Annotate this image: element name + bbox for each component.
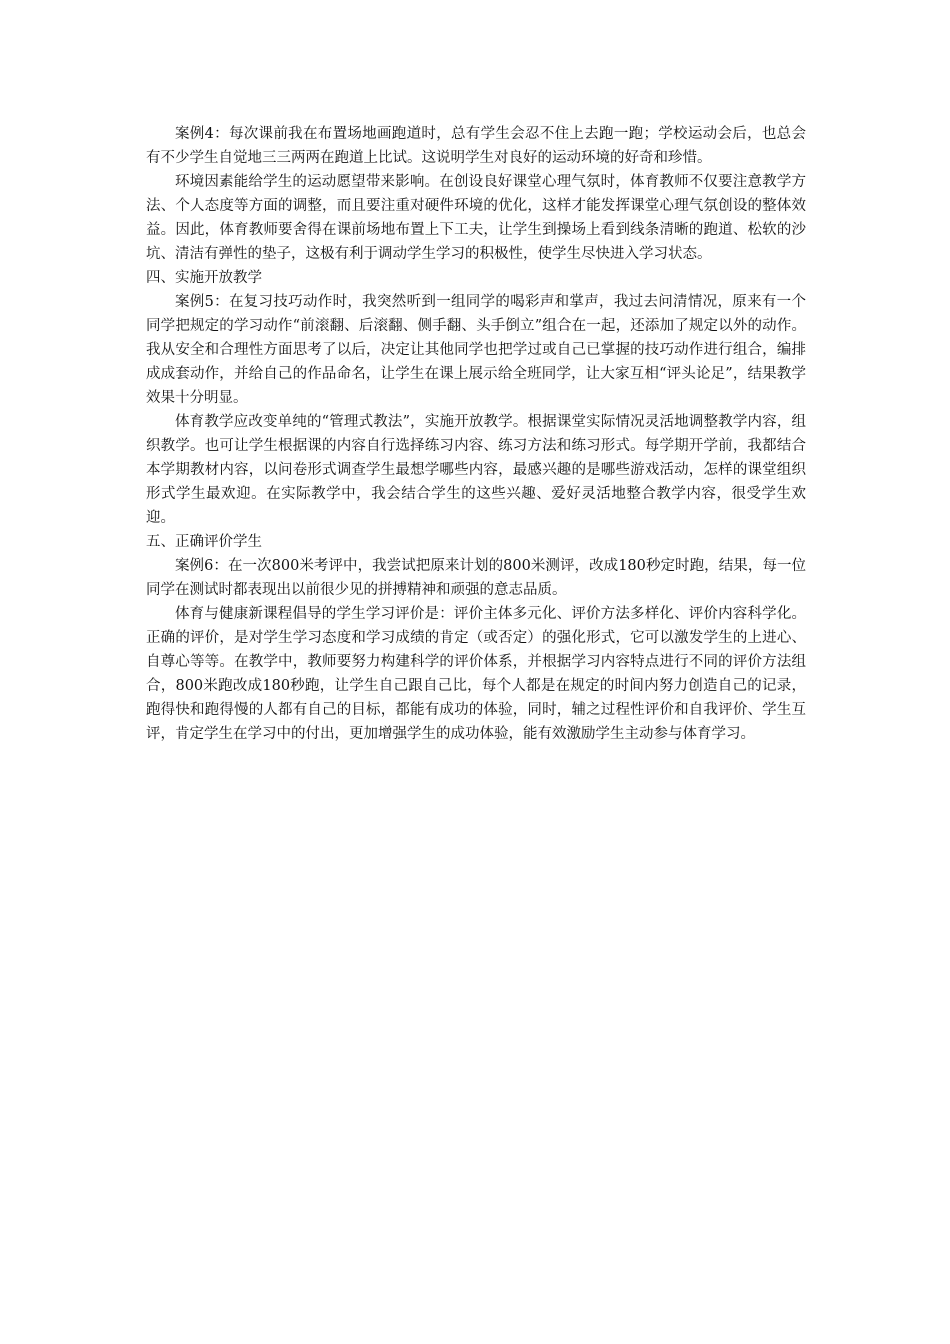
section-heading-open-teaching: 四、实施开放教学	[146, 270, 262, 286]
paragraph-open-teaching: 体育教学应改变单纯的“管理式教法”，实施开放教学。根据课堂实际情况灵活地调整教学内容，组织教学。也可让学生根据课的内容自行选择练习内容、练习方法和练习形式。每学期开学前，我都结合本学期教材内容，以问卷形式调查学生最想学哪些内容，最感兴趣的是哪些游戏活动，怎样的课堂组织形式学生最欢迎。在实际教学中，我会结合学生的这些兴趣、爱好灵活地整合教学内容，很受学生欢迎。	[146, 414, 806, 526]
paragraph-case-5: 案例5：在复习技巧动作时，我突然听到一组同学的喝彩声和掌声，我过去问清情况，原来有一个同学把规定的学习动作“前滚翻、后滚翻、侧手翻、头手倒立”组合在一起，还添加了规定以外的动作。我从安全和合理性方面思考了以后，决定让其他同学也把学过或自己已掌握的技巧动作进行组合，编排成成套动作，并给自己的作品命名，让学生在课上展示给全班同学，让大家互相“评头论足”，结果教学效果十分明显。	[146, 294, 806, 406]
paragraph-environment: 环境因素能给学生的运动愿望带来影响。在创设良好课堂心理气氛时，体育教师不仅要注意教学方法、个人态度等方面的调整，而且要注重对硬件环境的优化，这样才能发挥课堂心理气氛创设的整体效益。因此，体育教师要舍得在课前场地布置上下工夫，让学生到操场上看到线条清晰的跑道、松软的沙坑、清洁有弹性的垫子，这极有利于调动学生学习的积极性，使学生尽快进入学习状态。	[146, 174, 806, 262]
paragraph-case-6: 案例6：在一次800米考评中，我尝试把原来计划的800米测评，改成180秒定时跑，结果，每一位同学在测试时都表现出以前很少见的拼搏精神和顽强的意志品质。	[146, 558, 806, 598]
document-page	[146, 122, 806, 746]
paragraph-evaluation: 体育与健康新课程倡导的学生学习评价是：评价主体多元化、评价方法多样化、评价内容科学化。正确的评价，是对学生学习态度和学习成绩的肯定（或否定）的强化形式，它可以激发学生的上进心、自尊心等等。在教学中，教师要努力构建科学的评价体系，并根据学习内容特点进行不同的评价方法组合，800米跑改成180秒跑，让学生自己跟自己比，每个人都是在规定的时间内努力创造自己的记录，跑得快和跑得慢的人都有自己的目标，都能有成功的体验，同时，辅之过程性评价和自我评价、学生互评，肯定学生在学习中的付出，更加增强学生的成功体验，能有效激励学生主动参与体育学习。	[146, 606, 806, 742]
paragraph-case-4: 案例4：每次课前我在布置场地画跑道时，总有学生会忍不住上去跑一跑；学校运动会后，也总会有不少学生自觉地三三两两在跑道上比试。这说明学生对良好的运动环境的好奇和珍惜。	[146, 126, 806, 166]
section-heading-evaluation: 五、正确评价学生	[146, 534, 262, 550]
